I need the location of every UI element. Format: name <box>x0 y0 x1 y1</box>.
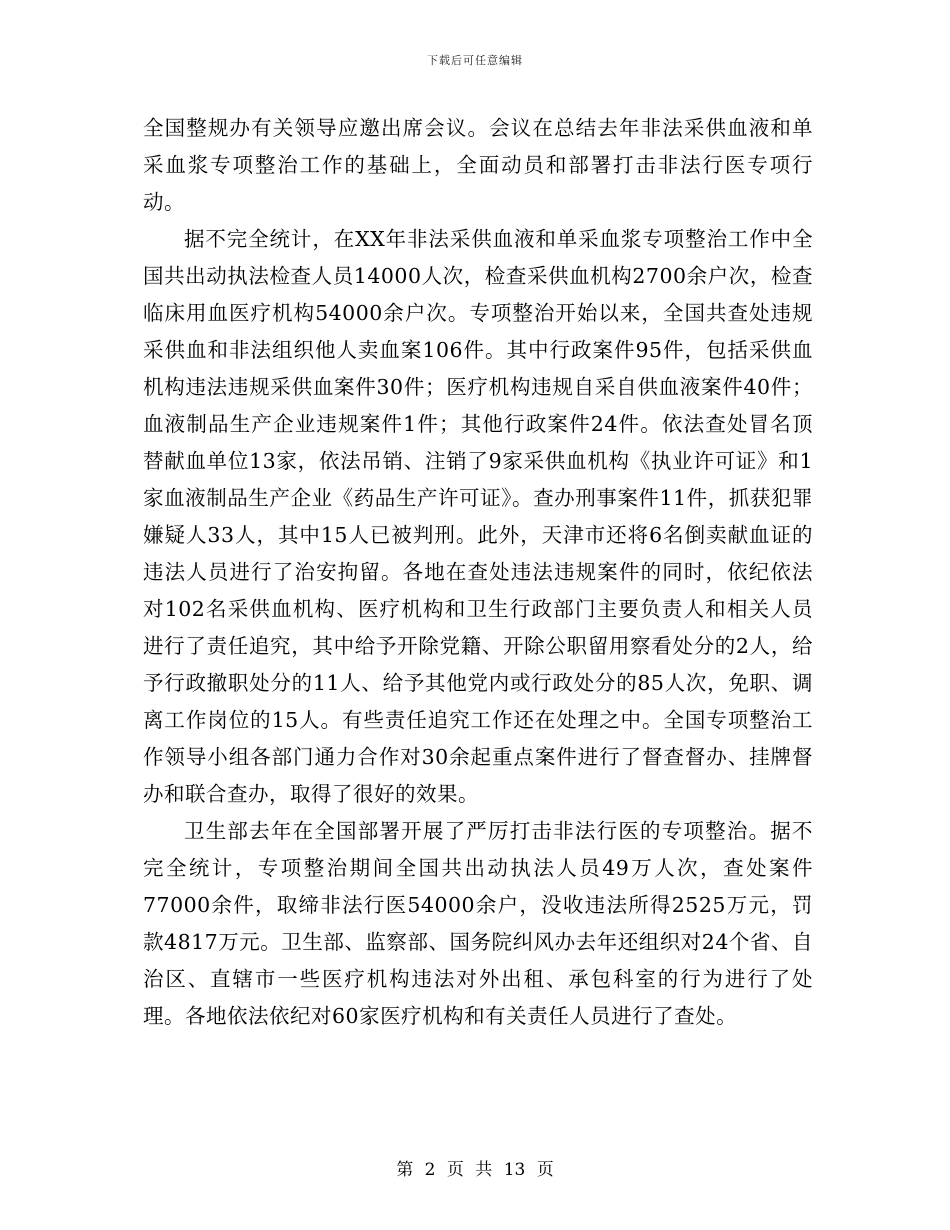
document-body <box>143 110 813 1035</box>
paragraph-continuation: 全国整规办有关领导应邀出席会议。会议在总结去年非法采供血液和单采血浆专项整治工作的基础上，全面动员和部署打击非法行医专项行动。 <box>143 116 813 214</box>
page-header: 下载后可任意编辑 <box>427 54 523 67</box>
page-number-footer: 第 2 页 共 13 页 <box>396 1160 554 1180</box>
paragraph-blood-collection-statistics: 据不完全统计，在XX年非法采供血液和单采血浆专项整治工作中全国共出动执法检查人员14000人次，检查采供血机构2700余户次，检查临床用血医疗机构54000余户次。专项整治开始以来，全国共查处违规采供血和非法组织他人卖血案106件。其中行政案件95件，包括采供血机构违法违规采供血案件30件；医疗机构违规自采自供血液案件40件；血液制品生产企业违规案件1件；其他行政案件24件。依法查处冒名顶替献血单位13家，依法吊销、注销了9家采供血机构《执业许可证》和1家血液制品生产企业《药品生产许可证》。查办刑事案件11件，抓获犯罪嫌疑人33人，其中15人已被判刑。此外，天津市还将6名倒卖献血证的违法人员进行了治安拘留。各地在查处违法违规案件的同时，依纪依法对102名采供血机构、医疗机构和卫生行政部门主要负责人和相关人员进行了责任追究，其中给予开除党籍、开除公职留用察看处分的2人，给予行政撤职处分的11人、给予其他党内或行政处分的85人次，免职、调离工作岗位的15人。有些责任追究工作还在处理之中。全国专项整治工作领导小组各部门通力合作对30余起重点案件进行了督查督办、挂牌督办和联合查办，取得了很好的效果。 <box>143 227 813 806</box>
paragraph-illegal-practice-crackdown: 卫生部去年在全国部署开展了严厉打击非法行医的专项整治。据不完全统计，专项整治期间全国共出动执法人员49万人次，查处案件77000余件，取缔非法行医54000余户，没收违法所得2525万元，罚款4817万元。卫生部、监察部、国务院纠风办去年还组织对24个省、自治区、直辖市一些医疗机构违法对外出租、承包科室的行为进行了处理。各地依法依纪对60家医疗机构和有关责任人员进行了查处。 <box>143 819 813 1028</box>
